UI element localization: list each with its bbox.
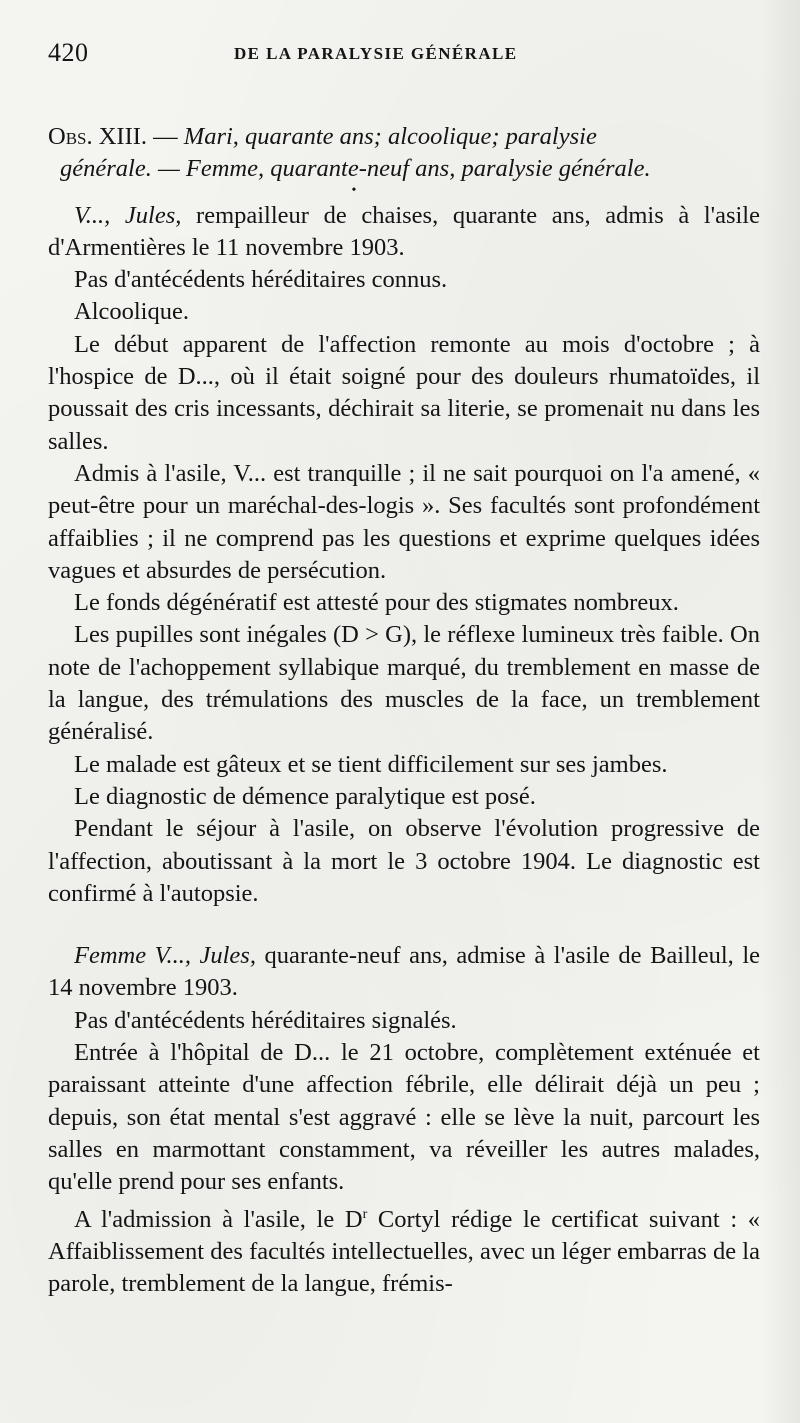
husband-paragraph-3: Alcoolique. [74, 298, 189, 326]
husband-paragraph-4: Le début apparent de l'affection remonte au mois d'octobre ; à l'hospice de D..., où il était soigné pour des douleurs rhumatoïdes, il poussait des cris incessants, déchirait sa literie, se promenait nu dans les salles. [48, 330, 760, 455]
body-text [48, 121, 760, 1300]
wife-paragraph-4 [48, 1199, 760, 1301]
wife-p4-start: A l'admission à l'asile, le D [74, 1205, 363, 1233]
husband-paragraph-7: Les pupilles sont inégales (D > G), le réflexe lumineux très faible. On note de l'achoppement syllabique marqué, du tremblement en masse de la langue, des trémulations des muscles de la face, un tremblement généralisé. [48, 621, 760, 746]
page-header [48, 38, 748, 70]
wife-paragraph-2: Pas d'antécédents héréditaires signalés. [74, 1006, 457, 1034]
husband-paragraph-6: Le fonds dégénératif est attesté pour des stigmates nombreux. [74, 589, 679, 617]
husband-paragraph-8: Le malade est gâteux et se tient difficilement sur ses jambes. [74, 750, 668, 778]
husband-name: V..., Jules, [74, 201, 182, 229]
husband-paragraph-2: Pas d'antécédents héréditaires connus. [74, 266, 448, 294]
running-title: DE LA PARALYSIE GÉNÉRALE [234, 44, 518, 63]
husband-paragraph-5: Admis à l'asile, V... est tranquille ; il ne sait pourquoi on l'a amené, « peut-être pour un maréchal-des-logis ». Ses facultés sont profondément affaiblies ; il ne comprend pas les questions et exprime quelques idées vagues et absurdes de persécution. [48, 459, 760, 584]
observation-husband-desc: Mari, quarante ans; alcoolique; paralysie [183, 123, 597, 150]
wife-p4-rest: Cortyl rédige le certificat suivant : « Affaiblissement des facultés intellectuelles, avec un léger embarras de la parole, tremblement de la langue, frémis- [48, 1205, 760, 1298]
observation-heading [48, 121, 760, 186]
doctor-superscript: r [362, 1206, 368, 1222]
page-number: 420 [48, 38, 89, 67]
husband-paragraph-9: Le diagnostic de démence paralytique est posé. [74, 782, 536, 810]
husband-paragraph-10: Pendant le séjour à l'asile, on observe l'évolution progressive de l'affection, aboutissant à la mort le 3 octobre 1904. Le diagnostic est confirmé à l'autopsie. [48, 815, 760, 907]
husband-intro: rempailleur de chaises, quarante ans, admis à l'asile d'Armentières le 11 novembre 1903. [48, 201, 760, 261]
wife-name: Femme V..., Jules, [74, 942, 256, 970]
wife-paragraph-3: Entrée à l'hôpital de D... le 21 octobre, complètement exténuée et paraissant atteinte d'une affection fébrile, elle délirait déjà un peu ; depuis, son état mental s'est aggravé : elle se lève la nuit, parcourt les salles en marmottant constamment, va réveiller les autres malades, qu'elle prend pour ses enfants. [48, 1039, 760, 1196]
separator-dot: • [351, 182, 357, 198]
observation-line-2: générale. — Femme, quarante-neuf ans, paralysie générale. [60, 155, 651, 183]
husband-paragraph-1 [48, 200, 760, 265]
wife-intro: quarante-neuf ans, admise à l'asile de Bailleul, le 14 novembre 1903. [48, 942, 761, 1002]
observation-label: Obs. XIII. [48, 123, 148, 150]
observation-dash: — [147, 123, 184, 150]
wife-paragraph-1 [48, 940, 760, 1005]
page-edge-shadow [760, 0, 800, 1423]
section-gap [48, 910, 760, 940]
